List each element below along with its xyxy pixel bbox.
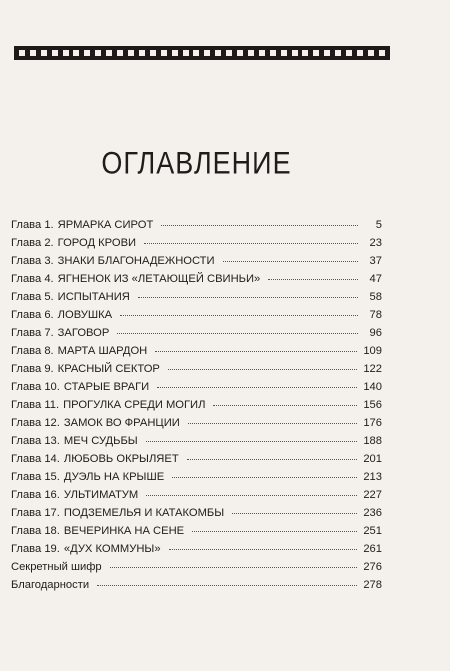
toc-chapter-number: Глава 6. bbox=[11, 309, 54, 321]
toc-chapter-title: Благодарности bbox=[11, 579, 90, 591]
toc-entry bbox=[11, 561, 382, 579]
toc-entry bbox=[11, 507, 382, 525]
toc-chapter-number: Глава 3. bbox=[11, 255, 54, 267]
toc-dot-leader bbox=[172, 476, 357, 478]
toc-page-number: 251 bbox=[363, 525, 382, 537]
toc-chapter-number: Глава 8. bbox=[11, 345, 54, 357]
toc-entry bbox=[11, 237, 382, 255]
toc-page-number: 227 bbox=[363, 489, 382, 501]
toc-chapter-number: Глава 9. bbox=[11, 363, 54, 375]
toc-page-number: 5 bbox=[375, 219, 382, 231]
toc-dot-leader bbox=[268, 278, 358, 280]
toc-chapter-number: Глава 2. bbox=[11, 237, 54, 249]
toc-entry bbox=[11, 525, 382, 543]
toc-chapter-number: Глава 11. bbox=[11, 399, 60, 411]
toc-page-number: 213 bbox=[363, 471, 382, 483]
toc-chapter-number: Глава 19. bbox=[11, 543, 60, 555]
toc-chapter-title: ЛОВУШКА bbox=[57, 309, 113, 321]
toc-entry bbox=[11, 471, 382, 489]
toc-entry bbox=[11, 543, 382, 561]
toc-chapter-title: «ДУХ КОММУНЫ» bbox=[63, 543, 161, 555]
toc-chapter-title: ЯГНЕНОК ИЗ «ЛЕТАЮЩЕЙ СВИНЬИ» bbox=[57, 273, 261, 285]
toc-dot-leader bbox=[120, 314, 358, 316]
toc-chapter-title: ПРОГУЛКА СРЕДИ МОГИЛ bbox=[63, 399, 206, 411]
toc-dot-leader bbox=[157, 386, 357, 388]
toc-chapter-number: Глава 18. bbox=[11, 525, 60, 537]
toc-entry bbox=[11, 399, 382, 417]
toc-chapter-title: ВЕЧЕРИНКА НА СЕНЕ bbox=[63, 525, 185, 537]
toc-chapter-title: МАРТА ШАРДОН bbox=[57, 345, 148, 357]
toc-page-number: 23 bbox=[369, 237, 382, 249]
toc-entry bbox=[11, 255, 382, 273]
toc-dot-leader bbox=[192, 530, 357, 532]
toc-page-number: 201 bbox=[363, 453, 382, 465]
toc-dot-leader bbox=[110, 566, 358, 568]
toc-entry bbox=[11, 309, 382, 327]
toc-entry bbox=[11, 417, 382, 435]
toc-dot-leader bbox=[146, 440, 358, 442]
toc-dot-leader bbox=[161, 224, 358, 226]
toc-page-number: 261 bbox=[363, 543, 382, 555]
toc-page-number: 188 bbox=[363, 435, 382, 447]
toc-chapter-title: ЗАГОВОР bbox=[57, 327, 110, 339]
toc-dot-leader bbox=[138, 296, 358, 298]
toc-chapter-title: СТАРЫЕ ВРАГИ bbox=[63, 381, 150, 393]
toc-chapter-title: МЕЧ СУДЬБЫ bbox=[63, 435, 138, 447]
toc-chapter-number: Глава 10. bbox=[11, 381, 60, 393]
toc-page-number: 176 bbox=[363, 417, 382, 429]
toc-chapter-title: КРАСНЫЙ СЕКТОР bbox=[57, 363, 160, 375]
toc-dot-leader bbox=[146, 494, 357, 496]
toc-chapter-number: Глава 12. bbox=[11, 417, 60, 429]
toc-chapter-number: Глава 7. bbox=[11, 327, 54, 339]
toc-chapter-title: ЯРМАРКА СИРОТ bbox=[57, 219, 154, 231]
toc-dot-leader bbox=[187, 458, 358, 460]
toc-chapter-title: ДУЭЛЬ НА КРЫШЕ bbox=[63, 471, 165, 483]
toc-chapter-number: Глава 16. bbox=[11, 489, 60, 501]
toc-entry bbox=[11, 579, 382, 597]
toc-entry bbox=[11, 273, 382, 291]
toc-page-number: 78 bbox=[369, 309, 382, 321]
toc-entry bbox=[11, 327, 382, 345]
toc-chapter-title: ЛЮБОВЬ ОКРЫЛЯЕТ bbox=[63, 453, 179, 465]
toc-page-number: 276 bbox=[363, 561, 382, 573]
toc-page-number: 122 bbox=[363, 363, 382, 375]
toc-chapter-number: Глава 13. bbox=[11, 435, 60, 447]
toc-chapter-title: ГОРОД КРОВИ bbox=[57, 237, 137, 249]
toc-entry bbox=[11, 381, 382, 399]
toc-chapter-title: ЗАМОК ВО ФРАНЦИИ bbox=[63, 417, 180, 429]
toc-entry bbox=[11, 345, 382, 363]
toc-dot-leader bbox=[232, 512, 357, 514]
toc-chapter-title: УЛЬТИМАТУМ bbox=[63, 489, 139, 501]
toc-entry bbox=[11, 363, 382, 381]
toc-page-number: 58 bbox=[369, 291, 382, 303]
toc-page-number: 236 bbox=[363, 507, 382, 519]
toc-page-number: 96 bbox=[369, 327, 382, 339]
filmstrip-decoration bbox=[14, 46, 390, 60]
toc-page-number: 109 bbox=[363, 345, 382, 357]
toc-dot-leader bbox=[188, 422, 358, 424]
toc-entry bbox=[11, 489, 382, 507]
toc-chapter-number: Глава 14. bbox=[11, 453, 60, 465]
toc-entry bbox=[11, 453, 382, 471]
toc-chapter-title: Секретный шифр bbox=[11, 561, 102, 573]
toc-dot-leader bbox=[97, 584, 357, 586]
toc-chapter-number: Глава 4. bbox=[11, 273, 54, 285]
toc-page-number: 47 bbox=[369, 273, 382, 285]
toc-entry bbox=[11, 291, 382, 309]
toc-chapter-number: Глава 5. bbox=[11, 291, 54, 303]
toc-page-number: 156 bbox=[363, 399, 382, 411]
toc-page-number: 37 bbox=[369, 255, 382, 267]
toc-chapter-title: ПОДЗЕМЕЛЬЯ И КАТАКОМБЫ bbox=[63, 507, 225, 519]
toc-chapter-title: ИСПЫТАНИЯ bbox=[57, 291, 130, 303]
toc-page-number: 278 bbox=[363, 579, 382, 591]
toc-entry bbox=[11, 219, 382, 237]
toc-dot-leader bbox=[169, 548, 358, 550]
toc-dot-leader bbox=[213, 404, 357, 406]
toc-entry bbox=[11, 435, 382, 453]
toc-chapter-number: Глава 17. bbox=[11, 507, 60, 519]
toc-dot-leader bbox=[144, 242, 358, 244]
toc-chapter-number: Глава 15. bbox=[11, 471, 60, 483]
toc-dot-leader bbox=[168, 368, 357, 370]
toc-page-number: 140 bbox=[363, 381, 382, 393]
table-of-contents bbox=[11, 219, 382, 597]
toc-dot-leader bbox=[155, 350, 357, 352]
toc-dot-leader bbox=[223, 260, 358, 262]
toc-dot-leader bbox=[117, 332, 358, 334]
page-title: ОГЛАВЛЕНИЕ bbox=[101, 145, 292, 181]
toc-chapter-title: ЗНАКИ БЛАГОНАДЕЖНОСТИ bbox=[57, 255, 215, 267]
toc-chapter-number: Глава 1. bbox=[11, 219, 54, 231]
